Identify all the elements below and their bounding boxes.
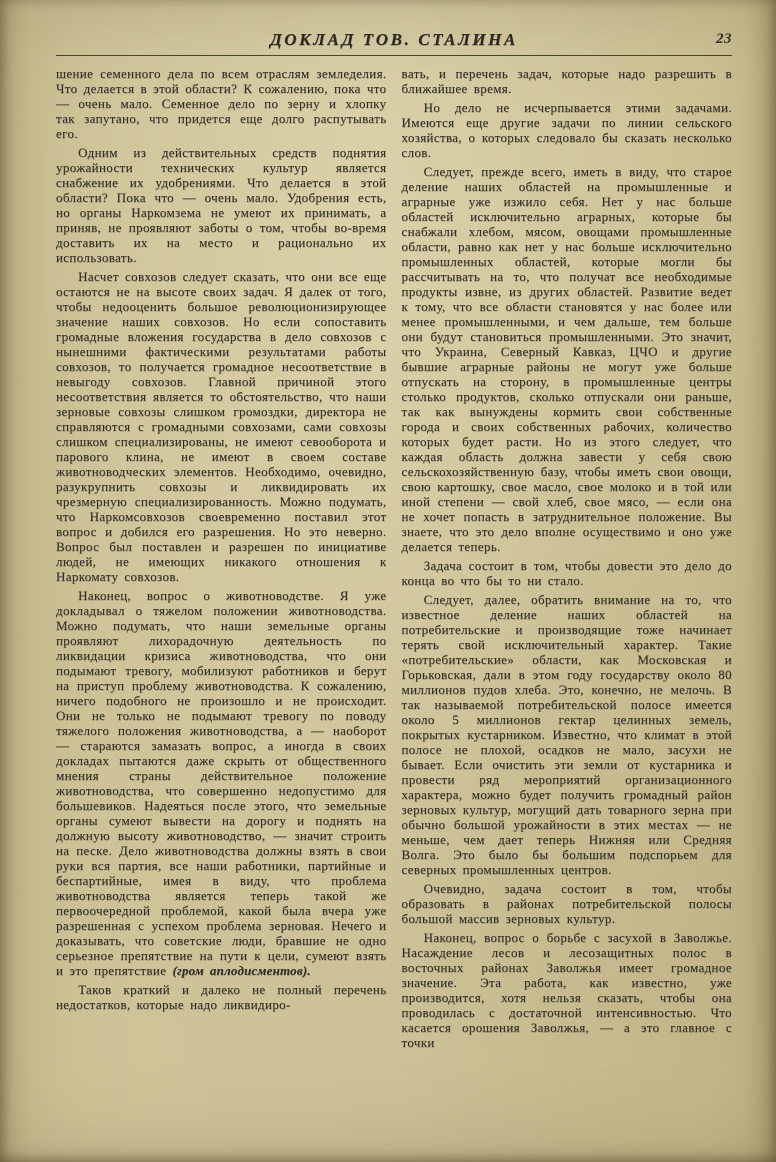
paragraph: Очевидно, задача состоит в том, чтобы образовать в районах потребительской полосы большой массив зерновых культур. xyxy=(401,881,732,926)
paragraph: Следует, далее, обратить внимание на то, что известное деление наших областей на потребительские и производящие тоже начинает терять свой исключительный характер. Такие «потребительские» области, как Московская и Горьковская, дали в этом году государству около 80 миллионов пудов хлеба. Это, конечно, не мелочь. В так называемой потребительской полосе имеется около 5 миллионов гектар целинных земель, покрытых кустарником. Известно, что климат в этой полосе не плохой, осадков не мало, засухи не бывает. Если очистить эти земли от кустарника и провести ряд мероприятий организационного характера, можно будет получить громадный район зерновых культур, могущий дать товарного зерна при обычно большой урожайности в этих местах — не меньше, чем дает теперь Нижняя или Средняя Волга. Это было бы большим подспорьем для северных промышленных центров. xyxy=(401,592,732,877)
paragraph: Наконец, вопрос о борьбе с засухой в Заволжье. Насаждение лесов и лесозащитных полос в восточных районах Заволжья имеет громадное значение. Эта работа, как известно, уже производится, хотя нельзя сказать, чтобы она проводилась с достаточной интенсивностью. Что касается орошения Заволжья, — а это главное с точки xyxy=(401,930,732,1050)
paragraph: Одним из действительных средств поднятия урожайности технических культур является снабжение их удобрениями. Что делается в этой области? Пока что — очень мало. Удобрения есть, но органы Наркомзема не умеют их принимать, а приняв, не проявляют заботы о том, чтобы во-время доставить их на место и рационально их использовать. xyxy=(56,145,387,265)
paragraph xyxy=(56,588,387,978)
right-column xyxy=(402,66,733,1054)
page-header xyxy=(56,0,732,56)
paragraph: Таков краткий и далеко не полный перечень недостатков, которые надо ликвидиро- xyxy=(56,982,387,1012)
paragraph: Следует, прежде всего, иметь в виду, что старое деление наших областей на промышленные и аграрные уже изжило себя. Нет у нас больше областей исключительно аграрных, которые бы снабжали хлебом, мясом, овощами промышленные области, равно как нет у нас больше исключительно промышленных областей, которые могли бы рассчитывать на то, что получат все необходимые продукты извне, из других областей. Развитие ведет к тому, что все области становятся у нас более или менее промышленными, и чем дальше, тем больше они будут становиться промышленными. Это значит, что Украина, Северный Кавказ, ЦЧО и другие бывшие аграрные районы не могут уже больше отпускать на сторону, в промышленные центры столько продуктов, сколько отпускали они раньше, так как вынуждены кормить свои собственные города и своих собственных рабочих, количество которых будет расти. Но из этого следует, что каждая область должна завести у себя свою сельскохозяйственную базу, чтобы иметь свои овощи, свою картошку, свое масло, свое молоко и в той или иной степени — свой хлеб, свое мясо, — если она не хочет попасть в затруднительное положение. Вы знаете, что это дело вполне осуществимо и оно уже делается теперь. xyxy=(401,164,732,554)
page-title: ДОКЛАД ТОВ. СТАЛИНА xyxy=(270,30,518,49)
paragraph: Но дело не исчерпывается этими задачами. Имеются еще другие задачи по линии сельского хозяйства, о которых следовало бы сказать несколько слов. xyxy=(401,100,732,160)
text-columns xyxy=(0,56,776,1054)
paragraph: шение семенного дела по всем отраслям земледелия. Что делается в этой области? К сожалению, пока что — очень мало. Семенное дело по зерну и хлопку так запутано, что придется еще долго распутывать его. xyxy=(56,66,387,141)
left-column xyxy=(56,66,387,1054)
header-rule xyxy=(56,55,732,56)
applause-emphasis: (гром аплодисментов). xyxy=(172,963,311,978)
paragraph: Задача состоит в том, чтобы довести это дело до конца во что бы то ни стало. xyxy=(401,558,732,588)
page-number: 23 xyxy=(716,31,732,47)
paragraph: Насчет совхозов следует сказать, что они все еще остаются не на высоте своих задач. Я далек от того, чтобы недооценить большое революционизирующее значение наших совхозов. Но если сопоставить громадные вложения государства в дело совхозов с нынешними фактическими результатами работы совхозов, то получается громадное несоответствие в невыгоду совхозов. Главной причиной этого несоответствия является то обстоятельство, что наши зерновые совхозы слишком громоздки, директора не справляются с громадными совхозами, сами совхозы слишком специализированы, не имеют севооборота и парового клина, не имеют в своем составе животноводческих элементов. Необходимо, очевидно, разукрупнить совхозы и ликвидировать их чрезмерную специализированность. Можно подумать, что Наркомсовхозов своевременно поставил этот вопрос и добился его разрешения. Но это неверно. Вопрос был поставлен и разрешен по инициативе людей, не имеющих никакого отношения к Наркомату совхозов. xyxy=(56,269,387,584)
paragraph: вать, и перечень задач, которые надо разрешить в ближайшее время. xyxy=(401,66,732,96)
paragraph-text: Наконец, вопрос о животноводстве. Я уже докладывал о тяжелом положении животноводства. Можно подумать, что наши земельные органы проявляют лихорадочную деятельность по ликвидации кризиса животноводства, что они подымают тревогу, мобилизуют работников и берут на приступ проблему животноводства. К сожалению, ничего подобного не произошло и не происходит. Они не только не подымают тревогу по поводу тяжелого положения животноводства, а — наоборот — стараются замазать вопрос, а иногда в своих докладах пытаются даже скрыть от общественного мнения страны действительное положение животноводства, что совершенно недопустимо для большевиков. Надеяться после этого, что земельные органы сумеют вывести на дорогу и поднять на должную высоту животноводство, — значит строить на песке. Дело животноводства должны взять в свои руки вся партия, все наши работники, партийные и беспартийные, имея в виду, что проблема животноводства является теперь такой же первоочередной проблемой, какой была вчера уже разрешенная с успехом проблема зерновая. Нечего и доказывать, что советские люди, бравшие не одно серьезное препятствие на пути к цели, сумеют взять и это препятствие xyxy=(56,588,387,978)
